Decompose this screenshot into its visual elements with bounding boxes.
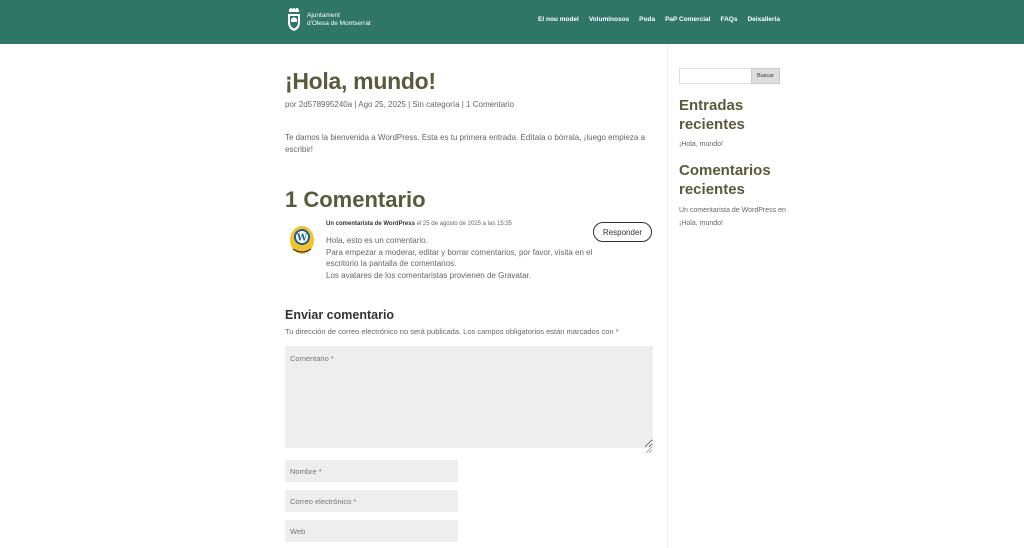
comments-title: 1 Comentario <box>285 187 426 212</box>
nav-item-deixalleria[interactable]: Deixalleria <box>747 16 780 23</box>
recent-comment-link[interactable]: Un comentarista de WordPress en ¡Hola, mundo! <box>679 207 786 227</box>
site-header <box>0 0 1024 44</box>
comment-textarea[interactable] <box>285 346 653 448</box>
coat-of-arms-icon <box>286 8 302 32</box>
comment-line: Los avatares de los comentaristas provienen de Gravatar. <box>326 270 531 280</box>
search-button[interactable]: Buscar <box>751 68 780 84</box>
email-field[interactable] <box>285 490 458 512</box>
wordpress-avatar-icon <box>289 225 315 255</box>
sidebar-divider <box>667 44 668 548</box>
svg-text:W: W <box>296 233 308 244</box>
logo-line-2: d'Olesa de Montserrat <box>307 20 371 27</box>
nav-item-el-nou-model[interactable]: El nou model <box>538 16 579 23</box>
comment-author[interactable]: Un comentarista de WordPress <box>326 221 415 227</box>
post-title: ¡Hola, mundo! <box>285 68 436 94</box>
nav-item-voluminosos[interactable]: Voluminosos <box>588 16 630 23</box>
website-field[interactable] <box>285 520 458 542</box>
recent-posts-title: Entradas recientes <box>679 97 745 133</box>
reply-button[interactable]: Responder <box>593 222 652 242</box>
post-meta: por 2d578995240a | Ago 25, 2025 | Sin categoría | 1 Comentario <box>285 100 515 109</box>
comment-line: Para empezar a moderar, editar y borrar comentarios, por favor, visita en el escritorio la pantalla de comentarios. <box>326 247 593 268</box>
main-nav <box>538 16 780 23</box>
comment-header <box>326 221 512 227</box>
post-body: Te damos la bienvenida a WordPress. Esta es tu primera entrada. Edítala o bórrala, ¡luego empieza a escribir! <box>285 133 646 154</box>
recent-comments-title: Comentarios recientes <box>679 162 771 198</box>
logo-text <box>307 12 371 28</box>
reply-form-note: Tu dirección de correo electrónico no será publicada. Los campos obligatorios están marcados con * <box>285 327 619 336</box>
name-field[interactable] <box>285 460 458 482</box>
nav-item-faqs[interactable]: FAQs <box>720 16 738 23</box>
nav-item-pap-comercial[interactable]: PaP Comercial <box>665 16 711 23</box>
site-logo[interactable] <box>286 8 371 32</box>
search-input[interactable] <box>679 68 752 84</box>
comment-item <box>285 219 653 289</box>
comment-date[interactable]: el 25 de agosto de 2025 a las 15:35 <box>416 221 513 227</box>
logo-line-1: Ajuntament <box>307 12 340 19</box>
reply-form-title: Enviar comentario <box>285 308 395 322</box>
recent-post-link[interactable]: ¡Hola, mundo! <box>679 141 723 148</box>
nav-item-poda[interactable]: Poda <box>639 16 656 23</box>
comment-line: Hola, esto es un comentario. <box>326 236 428 245</box>
comment-text <box>326 235 601 281</box>
resize-grip-icon[interactable] <box>645 440 652 447</box>
